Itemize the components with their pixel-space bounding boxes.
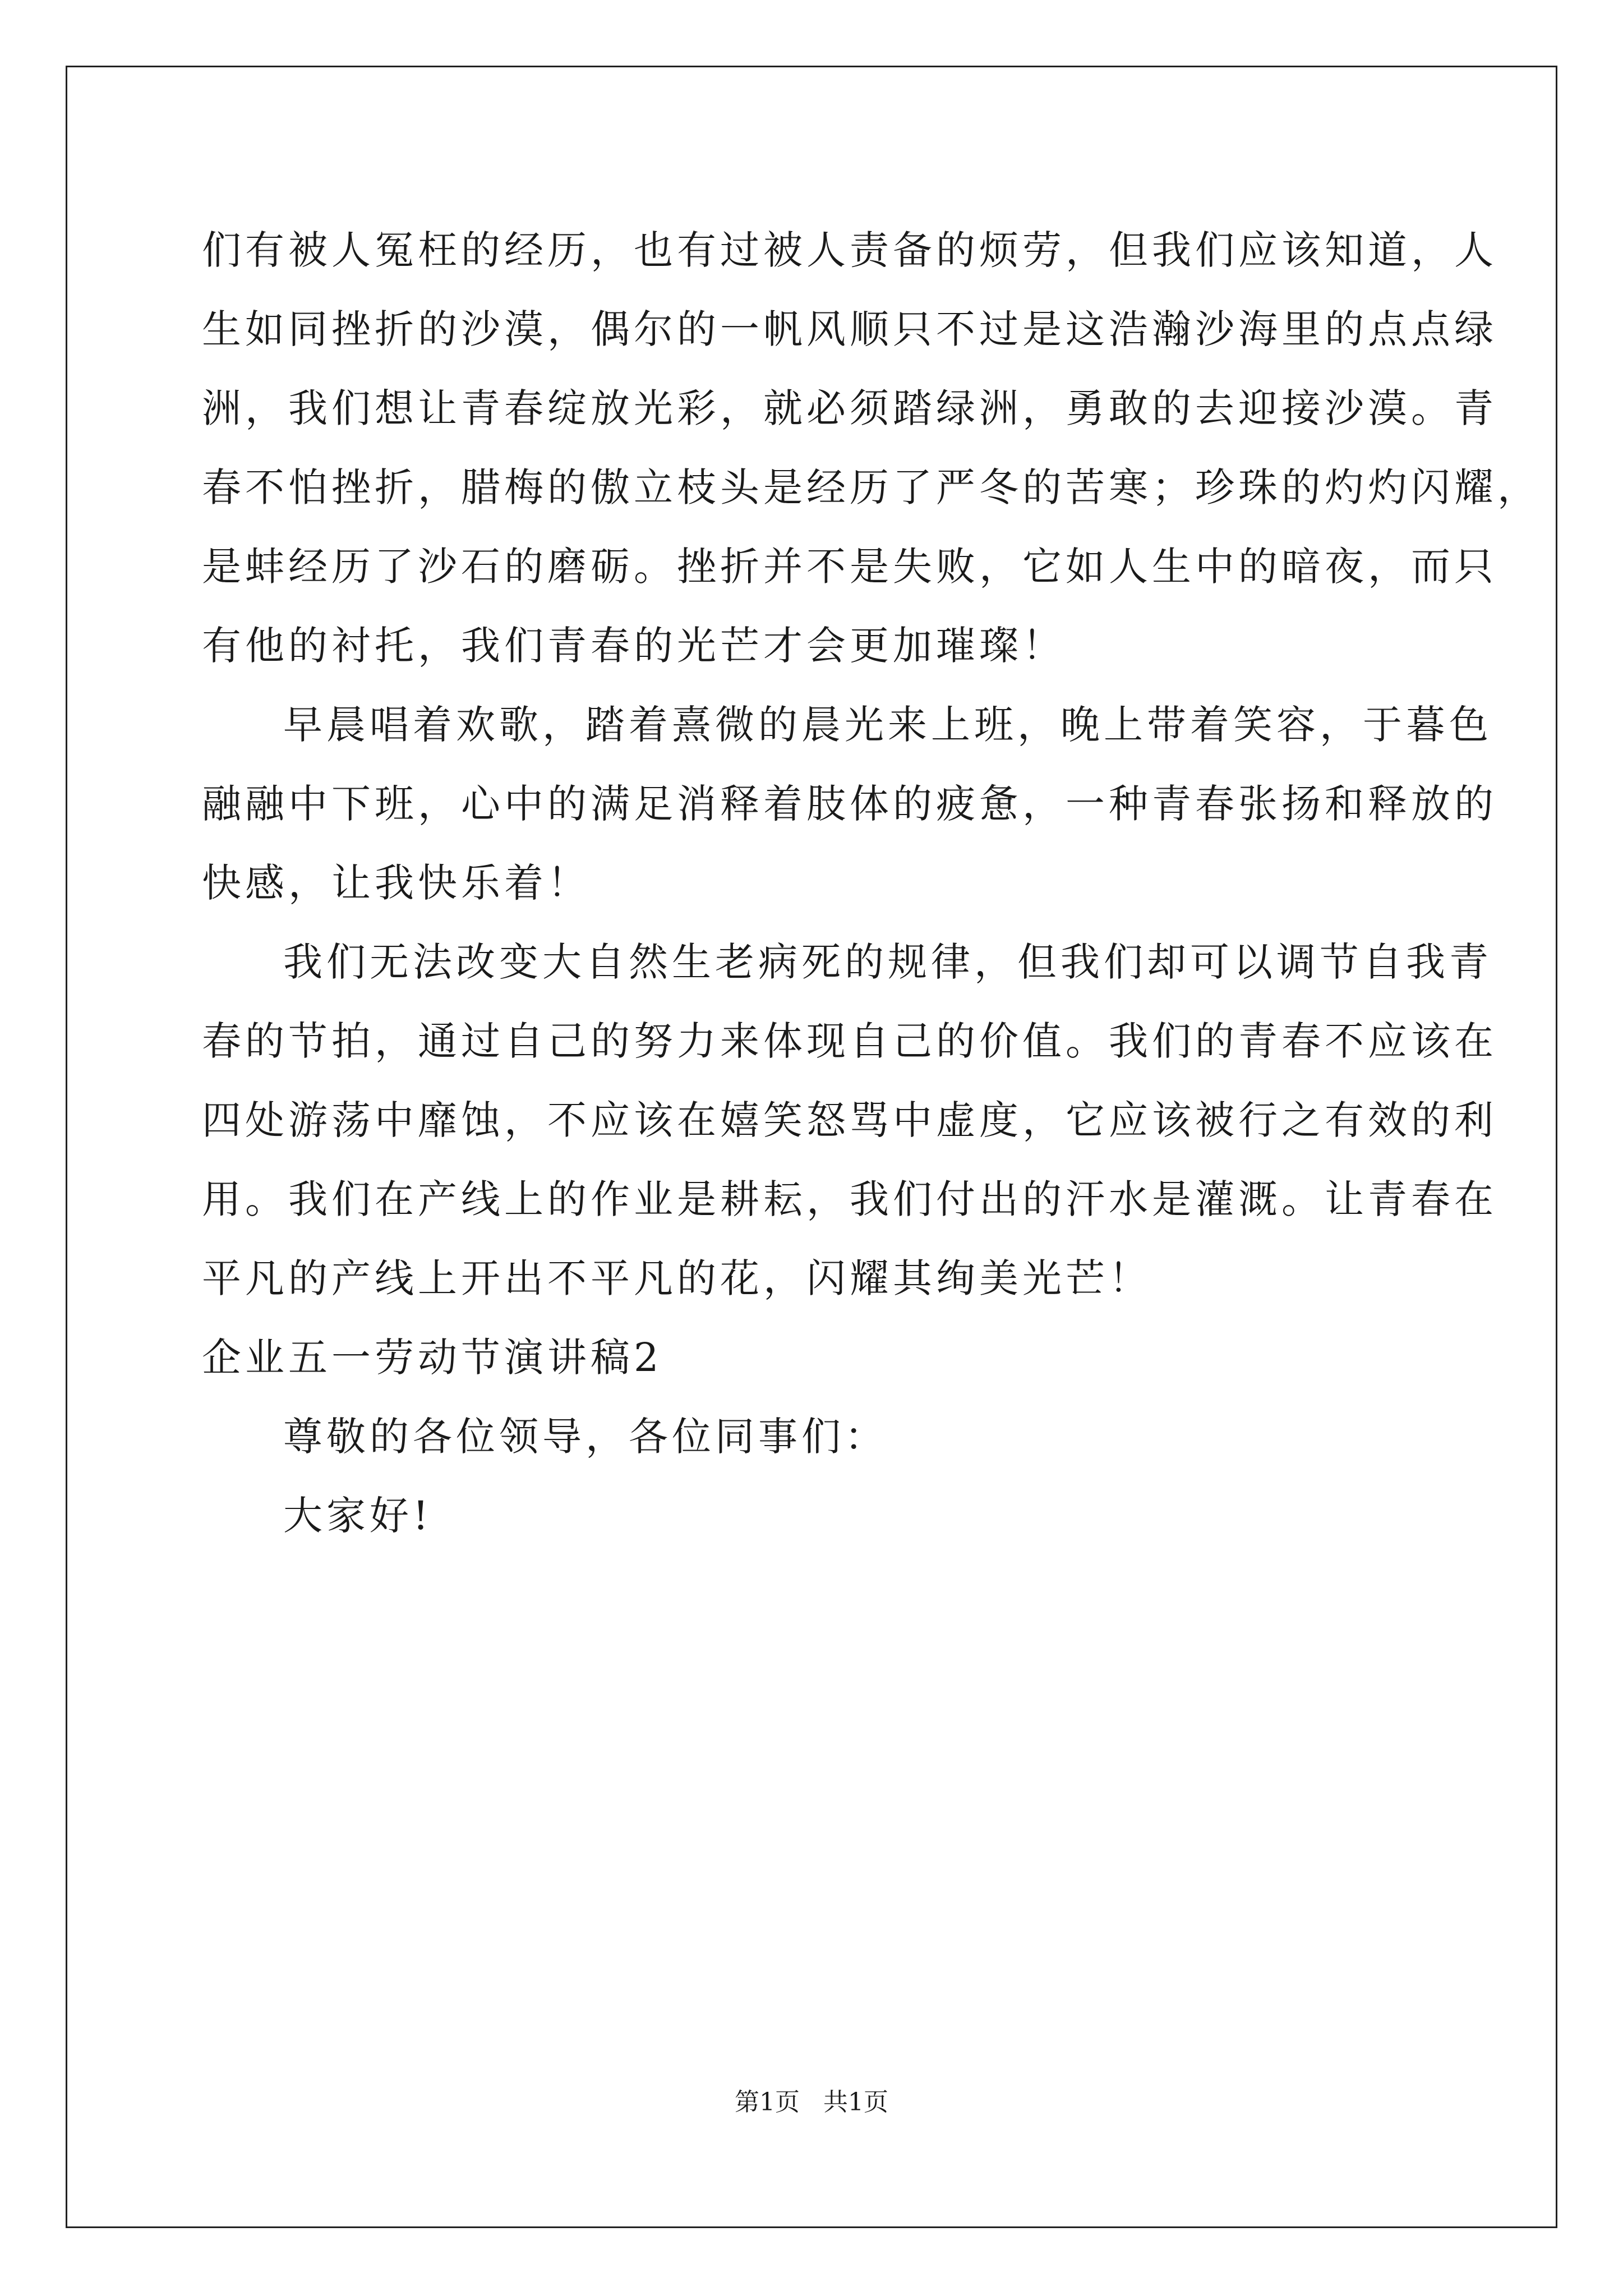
greeting: 大家好! xyxy=(283,1493,433,1539)
paragraph-line: 是蚌经历了沙石的磨砺。挫折并不是失败，它如人生中的暗夜，而只 xyxy=(202,544,1497,590)
paragraph-line: 生如同挫折的沙漠，偶尔的一帆风顺只不过是这浩瀚沙海里的点点绿 xyxy=(202,306,1497,352)
section-heading: 企业五一劳动节演讲稿2 xyxy=(202,1335,663,1381)
paragraph-line: 快感，让我快乐着！ xyxy=(202,860,591,906)
paragraph-line: 春的节拍，通过自己的努力来体现自己的价值。我们的青春不应该在 xyxy=(202,1018,1497,1064)
paragraph-line: 平凡的产线上开出不平凡的花，闪耀其绚美光芒！ xyxy=(202,1255,1152,1301)
paragraph-line: 们有被人冤枉的经历，也有过被人责备的烦劳，但我们应该知道，人 xyxy=(202,227,1497,273)
paragraph-line: 四处游荡中靡蚀，不应该在嬉笑怒骂中虚度，它应该被行之有效的利 xyxy=(202,1097,1497,1143)
paragraph-line: 有他的衬托，我们青春的光芒才会更加璀璨！ xyxy=(202,623,1066,669)
paragraph-line: 洲，我们想让青春绽放光彩，就必须踏绿洲，勇敢的去迎接沙漠。青 xyxy=(202,385,1497,431)
document-body xyxy=(202,211,1541,1556)
paragraph-line: 我们无法改变大自然生老病死的规律，但我们却可以调节自我青 xyxy=(283,939,1492,985)
salutation: 尊敬的各位领导，各位同事们： xyxy=(283,1414,888,1460)
paragraph-line: 早晨唱着欢歌，踏着熹微的晨光来上班，晚上带着笑容，于暮色 xyxy=(283,702,1492,748)
paragraph-line: 融融中下班，心中的满足消释着肢体的疲惫，一种青春张扬和释放的 xyxy=(202,781,1497,827)
paragraph-line: 用。我们在产线上的作业是耕耘，我们付出的汗水是灌溉。让青春在 xyxy=(202,1176,1497,1222)
page-footer: 第1页 共1页 xyxy=(735,2088,888,2116)
paragraph-line: 春不怕挫折，腊梅的傲立枝头是经历了严冬的苦寒；珍珠的灼灼闪耀， xyxy=(202,464,1541,510)
